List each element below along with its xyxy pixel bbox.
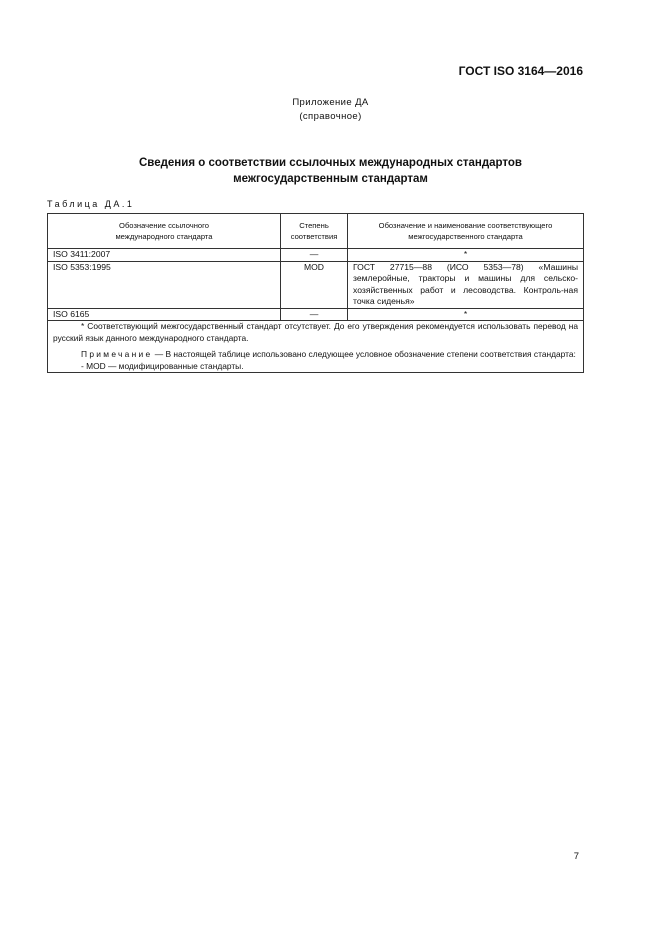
page-number: 7 [573,851,579,862]
table-footer-row [48,321,584,373]
cell-name: * [348,308,584,321]
note-text: — В настоящей таблице использовано следующее условное обозначение степени соответствия стандарта: [152,349,576,359]
header-reference-standard: Обозначение ссылочного международного стандарта [48,214,281,249]
appendix-block [0,96,661,124]
cell-name: * [348,249,584,262]
appendix-subtitle: (справочное) [299,111,362,122]
table-label: Таблица ДА.1 [47,199,135,209]
cell-degree: MOD [281,261,348,308]
table-row [48,249,584,262]
table-row [48,308,584,321]
table-footer [48,321,584,373]
note-title: Примечание [81,349,153,359]
correspondence-table [47,213,584,373]
appendix-title: Приложение ДА [292,97,369,108]
cell-reference: ISO 3411:2007 [48,249,281,262]
heading-line-1: Сведения о соответствии ссылочных международных стандартов [138,157,522,169]
cell-reference: ISO 5353:1995 [48,261,281,308]
header-interstate-standard: Обозначение и наименование соответствующего межгосударственного стандарта [348,214,584,249]
heading-line-2: межгосударственным стандартам [233,173,428,185]
table-header-row [48,214,584,249]
cell-degree: — [281,308,348,321]
header-degree: Степень соответствия [281,214,348,249]
note-bullet: - MOD — модифицированные стандарты. [81,360,244,371]
table-row [48,261,584,308]
table-footnote: * Соответствующий межгосударственный стандарт отсутствует. До его утверждения рекомендуется использовать перевод на русский язык данного международного стандарта. [53,321,578,343]
cell-name: ГОСТ 27715—88 (ИСО 5353—78) «Машины землеройные, тракторы и машины для сельско-хозяйственных работ и лесоводства. Контроль-ная точка сиденья» [348,261,584,308]
document-code: ГОСТ ISO 3164—2016 [458,64,583,78]
cell-reference: ISO 6165 [48,308,281,321]
section-heading [0,155,661,187]
table-note [53,349,578,361]
cell-degree: — [281,249,348,262]
